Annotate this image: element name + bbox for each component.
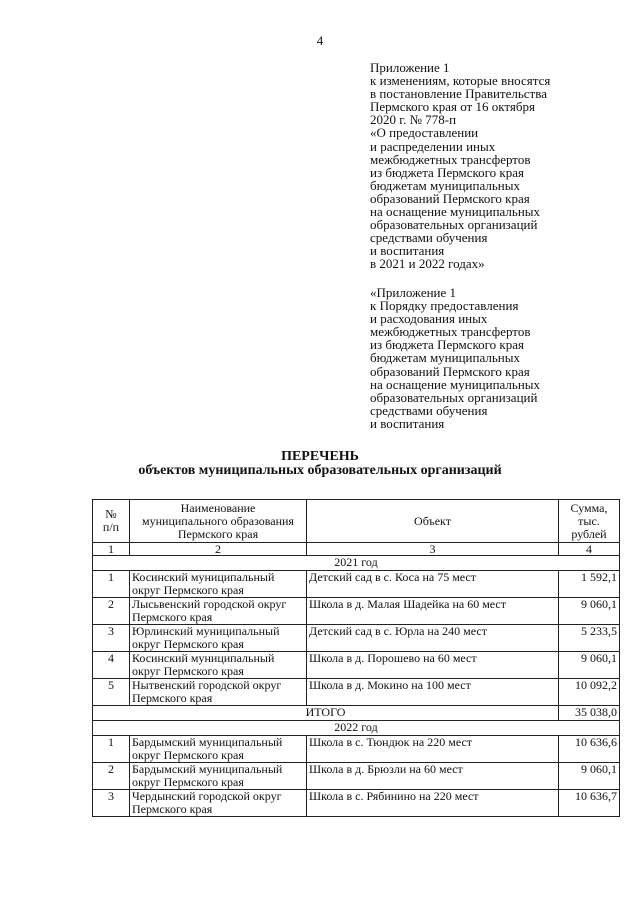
table-row — [93, 736, 620, 763]
year-label: 2022 год — [93, 721, 620, 736]
objects-table — [92, 499, 620, 817]
table-row — [93, 790, 620, 817]
col-num-2: 2 — [130, 543, 307, 556]
row-municipality: Лысьвенский городской округ Пермского края — [130, 598, 307, 625]
header-object: Объект — [307, 500, 559, 543]
row-sum: 10 092,2 — [559, 679, 620, 706]
table-row — [93, 679, 620, 706]
row-municipality: Нытвенский городской округ Пермского края — [130, 679, 307, 706]
row-index: 3 — [93, 790, 130, 817]
row-sum: 9 060,1 — [559, 763, 620, 790]
row-index: 2 — [93, 763, 130, 790]
document-title: ПЕРЕЧЕНЬ — [281, 449, 359, 464]
row-object: Школа в д. Малая Шадейка на 60 мест — [307, 598, 559, 625]
document-subtitle: объектов муниципальных образовательных организаций — [138, 463, 502, 478]
table-row — [93, 652, 620, 679]
table-header-row — [93, 500, 620, 543]
table-row — [93, 625, 620, 652]
row-index: 2 — [93, 598, 130, 625]
appendix-header-procedure: «Приложение 1 к Порядку предоставления и расходования иных межбюджетных трансфертов из бюджета Пермского края бюджетам муниципальных образований Пермского края на оснащение муниципальных образовательных организаций средствами обучения и воспитания — [370, 285, 541, 431]
appendix-header-amendments: Приложение 1 к изменениям, которые вносятся в постановление Правительства Пермского края от 16 октября 2020 г. № 778-п «О предоставлении и распределении иных межбюджетных трансфертов из бюджета Пермского края бюджетам муниципальных образований Пермского края на оснащение муниципальных образовательных организаций средствами обучения и воспитания в 2021 и 2022 годах» — [370, 60, 551, 272]
row-index: 4 — [93, 652, 130, 679]
row-municipality: Косинский муниципальный округ Пермского края — [130, 652, 307, 679]
total-row-2021 — [93, 706, 620, 721]
row-sum: 9 060,1 — [559, 598, 620, 625]
column-number-row — [93, 543, 620, 556]
row-object: Детский сад в с. Юрла на 240 мест — [307, 625, 559, 652]
row-object: Детский сад в с. Коса на 75 мест — [307, 571, 559, 598]
row-sum: 9 060,1 — [559, 652, 620, 679]
table-row — [93, 763, 620, 790]
total-sum: 35 038,0 — [559, 706, 620, 721]
row-sum: 5 233,5 — [559, 625, 620, 652]
row-object: Школа в д. Брюзли на 60 мест — [307, 763, 559, 790]
row-municipality: Бардымский муниципальный округ Пермского края — [130, 736, 307, 763]
row-index: 1 — [93, 571, 130, 598]
row-index: 3 — [93, 625, 130, 652]
page-number: 4 — [316, 33, 324, 48]
row-object: Школа в с. Рябинино на 220 мест — [307, 790, 559, 817]
table-row — [93, 598, 620, 625]
row-index: 1 — [93, 736, 130, 763]
row-sum: 10 636,6 — [559, 736, 620, 763]
year-label: 2021 год — [93, 556, 620, 571]
col-num-1: 1 — [93, 543, 130, 556]
row-municipality: Юрлинский муниципальный округ Пермского края — [130, 625, 307, 652]
row-object: Школа в с. Тюндюк на 220 мест — [307, 736, 559, 763]
row-municipality: Чердынский городской округ Пермского края — [130, 790, 307, 817]
row-sum: 1 592,1 — [559, 571, 620, 598]
row-index: 5 — [93, 679, 130, 706]
total-label: ИТОГО — [93, 706, 559, 721]
header-municipality: Наименование муниципального образования Пермского края — [130, 500, 307, 543]
row-object: Школа в д. Мокино на 100 мест — [307, 679, 559, 706]
row-object: Школа в д. Порошево на 60 мест — [307, 652, 559, 679]
table-row — [93, 571, 620, 598]
year-row-2021 — [93, 556, 620, 571]
header-number: № п/п — [93, 500, 130, 543]
col-num-4: 4 — [559, 543, 620, 556]
year-row-2022 — [93, 721, 620, 736]
row-sum: 10 636,7 — [559, 790, 620, 817]
row-municipality: Бардымский муниципальный округ Пермского края — [130, 763, 307, 790]
header-sum: Сумма, тыс. рублей — [559, 500, 620, 543]
col-num-3: 3 — [307, 543, 559, 556]
row-municipality: Косинский муниципальный округ Пермского края — [130, 571, 307, 598]
